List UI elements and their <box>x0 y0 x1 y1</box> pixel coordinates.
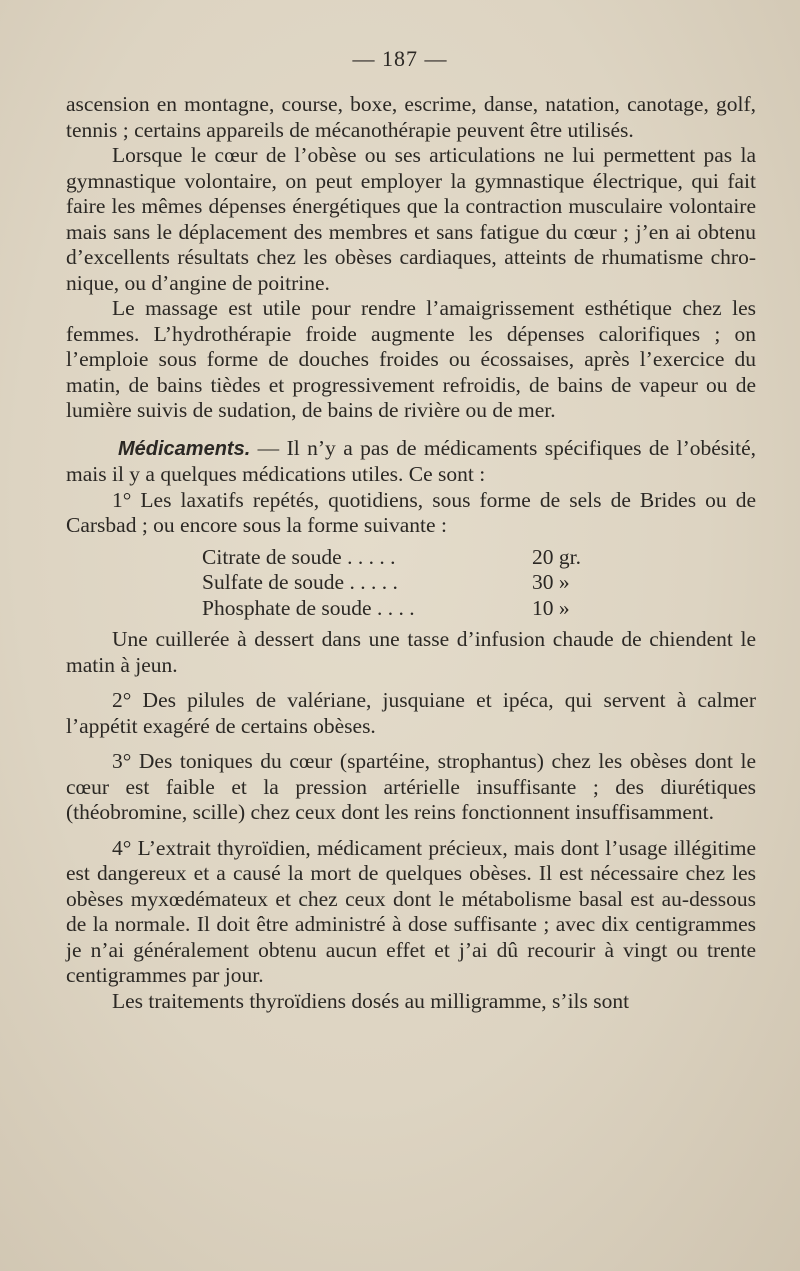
item-valerian-pills: 2° Des pilules de valériane, jusquiane et ipéca, qui servent à calmer l’appétit exagéré de certains obèses. <box>66 688 756 738</box>
recipe-ingredient: Phosphate de soude . . . . <box>202 595 415 620</box>
recipe-ingredient: Citrate de soude . . . . . <box>202 544 396 569</box>
paragraph-sports: ascension en montagne, course, boxe, escrime, danse, natation, canotage, golf, tennis ; certains appareils de mécanothérapie peuvent être utilisés. <box>66 92 756 142</box>
recipe-line <box>202 545 622 571</box>
item-laxatives: 1° Les laxatifs repétés, quotidiens, sous forme de sels de Brides ou de Carsbad ; ou encore sous la forme suivante : <box>66 487 756 537</box>
body-text <box>66 92 756 1014</box>
section-title-medicaments: Médicaments. <box>118 437 251 460</box>
paragraph-thyroid-treatments: Les traitements thyroïdiens dosés au milligramme, s’ils sont <box>112 988 630 1013</box>
page-number: — 187 — <box>352 46 448 71</box>
recipe-line <box>202 596 622 622</box>
recipe-table <box>202 545 622 622</box>
recipe-ingredient: Sulfate de soude . . . . . <box>202 570 398 594</box>
recipe-quantity: 20 gr. <box>532 544 581 569</box>
item-heart-tonics: 3° Des toniques du cœur (spartéine, strophantus) chez les obèses dont le cœur est faible et la pression artérielle insuffisante ; des diurétiques (théobromine, scille) chez ceux dont les reins fonctionnent insuffisamment. <box>66 749 756 824</box>
paragraph-dosage: Une cuillerée à dessert dans une tasse d’infusion chaude de chiendent le matin à jeun. <box>66 627 756 677</box>
paragraph-electric-gymnastics: Lorsque le cœur de l’obèse ou ses articulations ne lui permettent pas la gymnastique volontaire, on peut employer la gymnastique électrique, qui fait faire les mêmes dépenses énergétiques que la contraction musculaire volontaire mais sans le déplacement des membres et sans fatigue du cœur ; j’en ai obtenu d’excellents résultats chez les obèses cardiaques, atteints de rhumatisme chronique, ou d’angine de poitrine. <box>66 143 756 295</box>
recipe-quantity: 10 » <box>532 595 570 620</box>
item-thyroid-extract: 4° L’extrait thyroïdien, médicament précieux, mais dont l’usage illégitime est dangereux et a causé la mort de quelques obèses. Il est nécessaire chez les obèses myxœdémateux et chez ceux dont le métabolisme basal est au-dessous de la normale. Il doit être administré à dose suffisante ; avec dix centigrammes je n’ai généralement obtenu aucun effet et j’ai dû recourir à vingt ou trente centigrammes par jour. <box>66 835 756 987</box>
recipe-quantity: 30 » <box>532 570 570 594</box>
medicaments-intro: — Il n’y a pas de médicaments spécifiques de l’obésité, mais il y a quelques médications utiles. Ce sont : <box>66 435 756 486</box>
paragraph-medicaments <box>66 436 756 488</box>
paragraph-massage-hydrotherapy: Le massage est utile pour rendre l’amaigrissement esthétique chez les femmes. L’hydrothérapie froide augmente les dépenses calorifiques ; on l’emploie sous forme de douches froides ou écossaises, après l’exercice du matin, de bains tièdes et progressivement refroidis, de bains de vapeur ou de lumière suivis de sudation, de bains de rivière ou de mer. <box>66 296 756 422</box>
recipe-line <box>202 570 622 596</box>
